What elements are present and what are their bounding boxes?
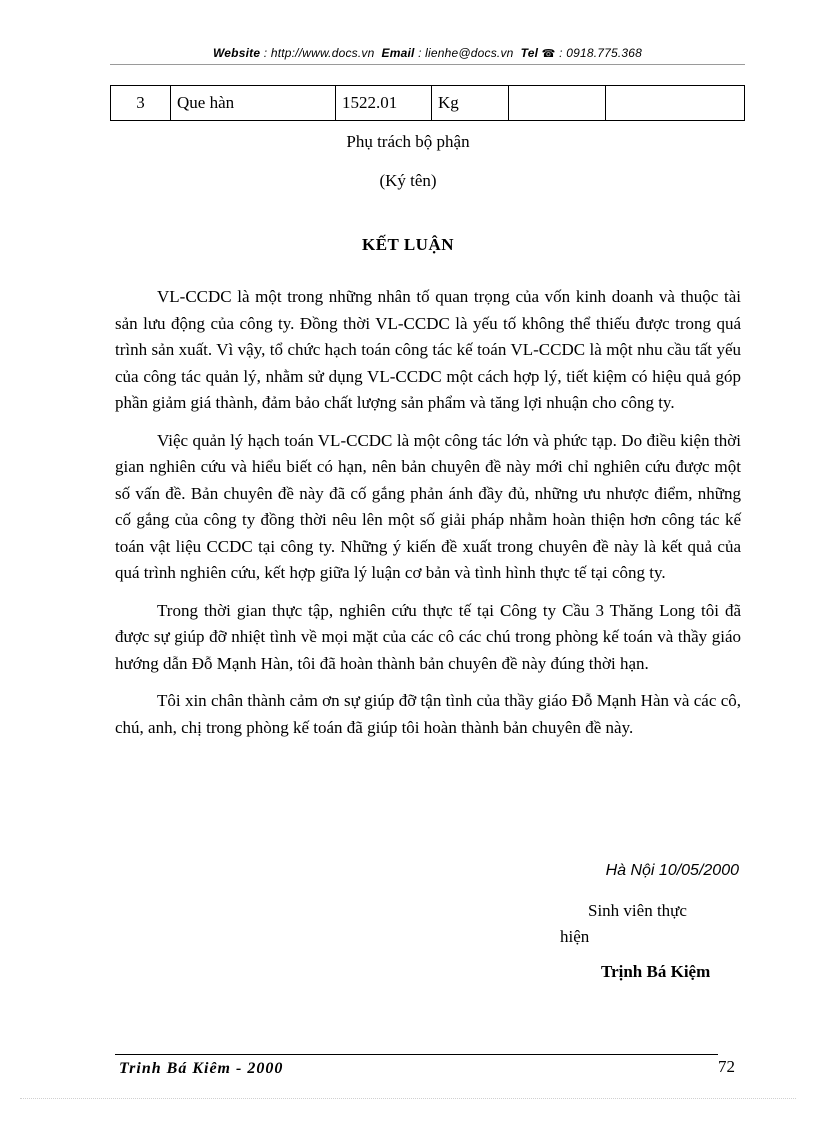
table-cell-unit: Kg (432, 86, 509, 121)
signature-date: Hà Nội 10/05/2000 (605, 862, 739, 879)
page-number: 72 (718, 1057, 735, 1076)
paragraph: Việc quản lý hạch toán VL-CCDC là một công tác lớn và phức tạp. Do điều kiện thời gian nghiên cứu và hiểu biết có hạn, nên bản chuyên đề này mới chỉ nghiên cứu được một số vấn đề. Bản chuyên đề này đã cố gắng phản ánh đầy đủ, những ưu nhược điểm, những cố gắng của công ty đồng thời nêu lên một số giải pháp nhằm hoàn thiện hơn công tác kế toán vật liệu CCDC tại công ty. Những ý kiến đề xuất trong chuyên đề này là kết quả của quá trình nghiên cứu, kết hợp giữa lý luận cơ bản và tình hình thực tế tại công ty. (115, 430, 741, 582)
website-url[interactable]: : http://www.docs.vn (263, 46, 375, 60)
phone-icon: ☎ (541, 48, 556, 60)
page-title: KẾT LUẬN (361, 235, 454, 254)
paragraph: Trong thời gian thực tập, nghiên cứu thực tế tại Công ty Cầu 3 Thăng Long tôi đã được sự giúp đỡ nhiệt tình về mọi mặt của các cô các chú trong phòng kế toán và thầy giáo hướng dẫn Đỗ Mạnh Hàn, tôi đã hoàn thành bản chuyên đề này đúng thời hạn. (115, 600, 741, 673)
table-cell-material: Que hàn (171, 86, 336, 121)
signature-note: (Ký tên) (379, 171, 437, 190)
signature-name: Trịnh Bá Kiệm (601, 962, 711, 981)
email-address[interactable]: : lienhe@docs.vn (418, 46, 514, 60)
paragraph: VL-CCDC là một trong những nhân tố quan trọng của vốn kinh doanh và thuộc tài sản lưu động của công ty. Đồng thời VL-CCDC là yếu tố không thể thiếu được trong quá trình sản xuất. Vì vậy, tổ chức hạch toán công tác kế toán VL-CCDC là một nhu cầu tất yếu của công tác quản lý, nhằm sử dụng VL-CCDC một cách hợp lý, tiết kiệm có hiệu quả góp phần giảm giá thành, đảm bảo chất lượng sản phẩm và tăng lợi nhuận cho công ty. (115, 287, 741, 412)
signature-role: Sinh viên thực hiện (560, 901, 687, 946)
materials-table (110, 85, 745, 121)
table-cell-empty (509, 86, 606, 121)
email-label: Email (381, 46, 415, 60)
conclusion-body (115, 284, 741, 752)
website-label: Website (213, 46, 261, 60)
page-edge-rule (20, 1098, 796, 1099)
table-cell-empty (606, 86, 745, 121)
paragraph: Tôi xin chân thành cảm ơn sự giúp đỡ tận tình của thầy giáo Đỗ Mạnh Hàn và các cô, chú, anh, chị trong phòng kế toán đã giúp tôi hoàn thành bản chuyên đề này. (115, 691, 741, 737)
table-cell-index: 3 (111, 86, 171, 121)
table-cell-code: 1522.01 (336, 86, 432, 121)
footer-divider (115, 1054, 718, 1055)
tel-label: Tel (520, 46, 539, 60)
responsible-label: Phụ trách bộ phận (346, 132, 470, 151)
page-header (110, 46, 745, 65)
table-row (111, 86, 745, 121)
tel-number: : 0918.775.368 (559, 46, 642, 60)
footer-author: Trinh Bá Kiêm - 2000 (119, 1060, 284, 1077)
